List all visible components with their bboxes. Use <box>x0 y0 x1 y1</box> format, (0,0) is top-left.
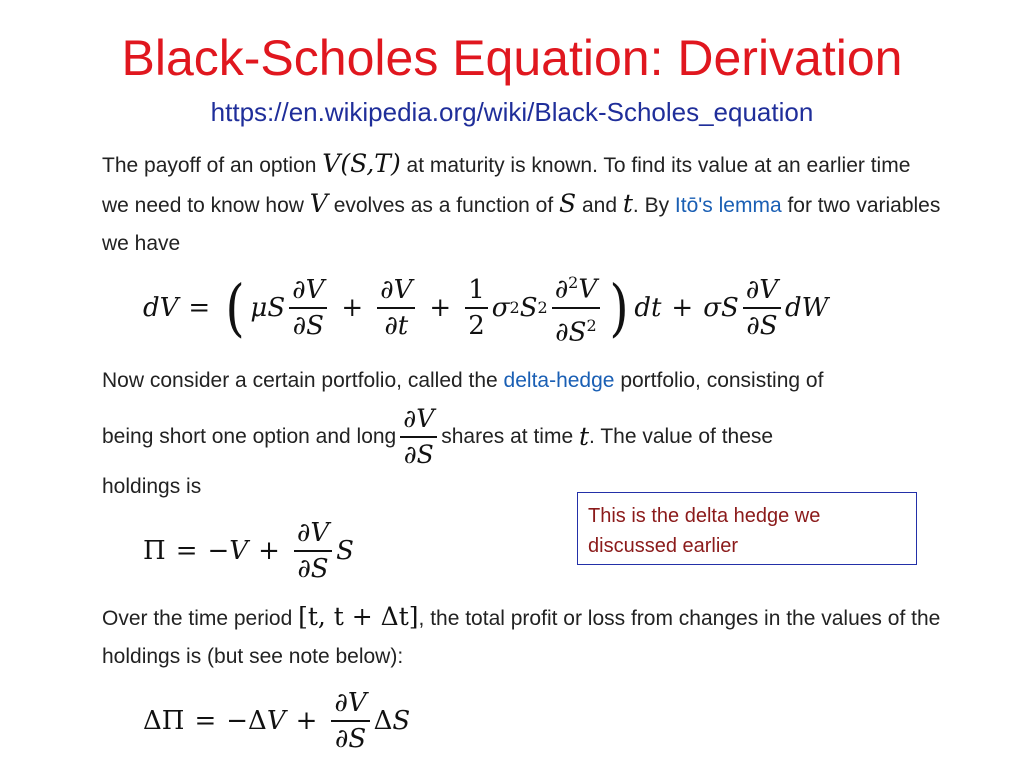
text: The payoff of an option <box>102 154 323 177</box>
math-t: t <box>578 422 590 451</box>
math-v-s-t: V(S,T) <box>322 149 401 178</box>
text: being short one option and long <box>102 425 397 448</box>
text: . By <box>632 194 675 217</box>
delta-hedge-note: This is the delta hedge we discussed earlier <box>577 492 917 565</box>
paragraph-delta-hedge-line2 <box>102 400 942 474</box>
math-t: t <box>622 189 633 218</box>
text: evolves as a function of <box>327 194 559 217</box>
paragraph-holdings: holdings is <box>102 475 202 498</box>
text: . The value of these <box>589 425 774 448</box>
slide-title: Black-Scholes Equation: Derivation <box>121 30 903 86</box>
equation-delta-pi: ΔΠ = −Δ V + $\frac{\partial V}{\partial S}$ Δ S <box>143 688 411 754</box>
text: and <box>576 194 623 217</box>
text: shares at time <box>441 425 574 448</box>
text: , the total profit or loss from changes in the values of the holdings is (but see note below): <box>102 607 941 668</box>
equation-pi: Π = − V + $\frac{\partial V}{\partial S}$ S <box>143 518 354 584</box>
delta-hedge-link[interactable]: delta-hedge <box>503 369 615 392</box>
math-v: V <box>309 189 328 218</box>
text: at maturity is known. To find its value at an earlier time we need to know how <box>102 154 911 217</box>
math-interval: [t, t + Δt] <box>298 602 419 631</box>
equation-dv: dV = ( μS $\frac{\partial V}{\partial S}$ + $\frac{\partial V}{\partial t}$ + $\frac{1}{2}$ σ 2 S 2 $\frac{\partial^2V}{\partial S^2}$ ) dt + σS $\frac{\partial V}{\partial S}$ dW <box>143 268 828 347</box>
math-s: S <box>559 189 577 218</box>
text: Over the time period <box>102 607 299 630</box>
source-url[interactable]: https://en.wikipedia.org/wiki/Black-Scholes_equation <box>210 97 814 127</box>
text: Now consider a certain portfolio, called the <box>102 369 504 392</box>
text: portfolio, consisting of <box>614 369 824 392</box>
text: for two variables we have <box>102 194 941 255</box>
paragraph-time-period <box>102 598 942 676</box>
paragraph-delta-hedge <box>102 362 942 400</box>
fraction-dv-ds: $\frac{\partial V}{\partial S}$ <box>400 404 437 470</box>
ito-lemma-link[interactable]: Itō's lemma <box>674 194 782 217</box>
paragraph-payoff <box>102 145 942 263</box>
